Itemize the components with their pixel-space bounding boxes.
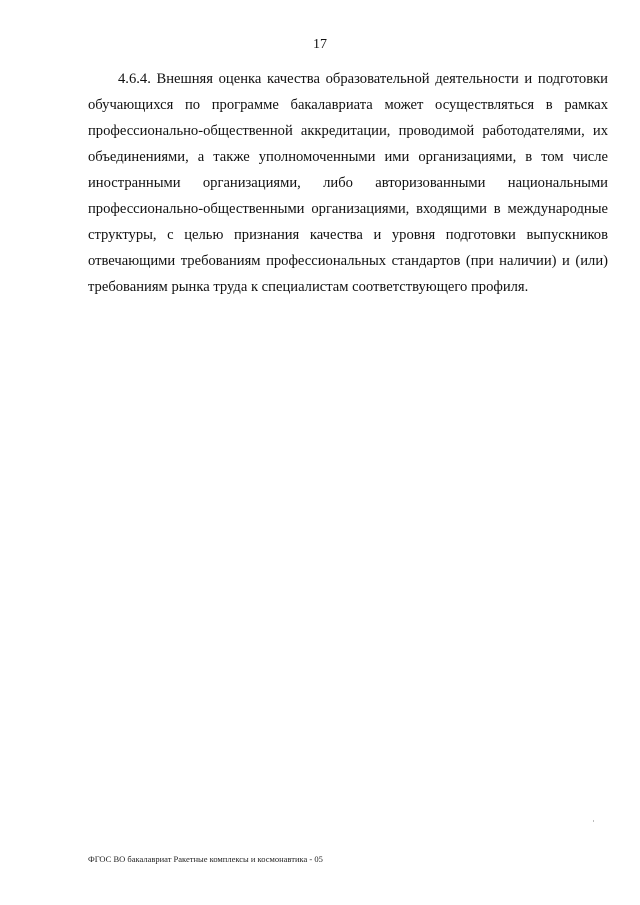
paragraph-4-6-4: [88, 66, 608, 300]
paragraph-line: профессионально-общественной аккредитации, проводимой работодателями, их: [88, 123, 608, 139]
document-footer: ФГОС ВО бакалавриат Ракетные комплексы и космонавтика - 05: [88, 854, 323, 864]
paragraph-line: требованиям рынка труда к специалистам соответствующего профиля.: [88, 279, 529, 295]
paragraph-line: структуры, с целью признания качества и уровня подготовки выпускников: [88, 227, 608, 243]
paragraph-line: профессионально-общественными организациями, входящими в международные: [88, 201, 608, 217]
paragraph-line: обучающихся по программе бакалавриата может осуществляться в рамках: [88, 97, 608, 113]
paragraph-line: иностранными организациями, либо авторизованными национальными: [88, 175, 608, 191]
paragraph-line: отвечающими требованиям профессиональных стандартов (при наличии) и (или): [88, 253, 608, 269]
paragraph-line: 4.6.4. Внешняя оценка качества образовательной деятельности и подготовки: [118, 71, 608, 87]
paragraph-line: объединениями, а также уполномоченными ими организациями, в том числе: [88, 149, 608, 165]
scan-speck: [593, 820, 594, 822]
page-number: 17: [313, 37, 327, 52]
